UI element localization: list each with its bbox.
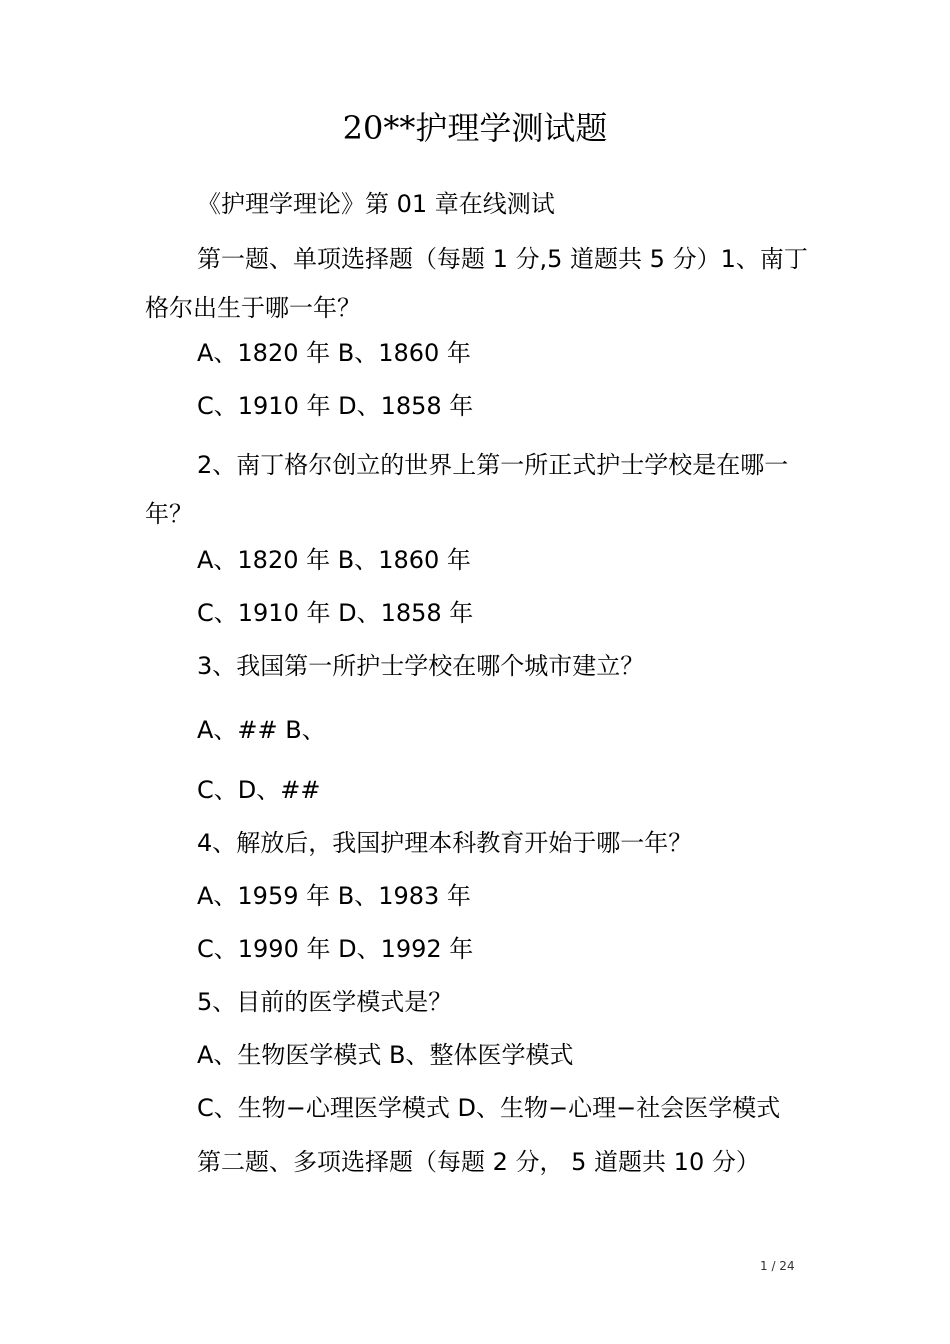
question-2: 2、南丁格尔创立的世界上第一所正式护士学校是在哪一年？	[145, 451, 789, 528]
page-indicator: 1 / 24	[760, 1259, 795, 1273]
q5-options-ab: A、生物医学模式 B、整体医学模式	[197, 1041, 574, 1069]
q3-options-ab: A、## B、	[197, 716, 326, 744]
question-3: 3、我国第一所护士学校在哪个城市建立？	[197, 652, 645, 680]
q4-options-cd: C、1990 年 D、1992 年	[197, 935, 474, 963]
q4-options-ab: A、1959 年 B、1983 年	[197, 882, 471, 910]
section2-intro: 第二题、多项选择题（每题 2 分， 5 道题共 10 分）	[197, 1148, 760, 1176]
question-5: 5、目前的医学模式是？	[197, 988, 453, 1016]
question-4: 4、解放后，我国护理本科教育开始于哪一年？	[197, 829, 693, 857]
q3-options-cd: C、D、##	[197, 776, 321, 804]
q1-options-cd: C、1910 年 D、1858 年	[197, 392, 474, 420]
q1-options-ab: A、1820 年 B、1860 年	[197, 339, 471, 367]
test-subtitle: 《护理学理论》第 01 章在线测试	[197, 190, 555, 218]
document-title: 20**护理学测试题	[342, 109, 608, 147]
q2-options-cd: C、1910 年 D、1858 年	[197, 599, 474, 627]
q2-options-ab: A、1820 年 B、1860 年	[197, 546, 471, 574]
section1-intro-question1: 第一题、单项选择题（每题 1 分,5 道题共 5 分）1、南丁格尔出生于哪一年？	[145, 245, 808, 322]
q5-options-cd: C、生物−心理医学模式 D、生物−心理−社会医学模式	[197, 1094, 781, 1122]
